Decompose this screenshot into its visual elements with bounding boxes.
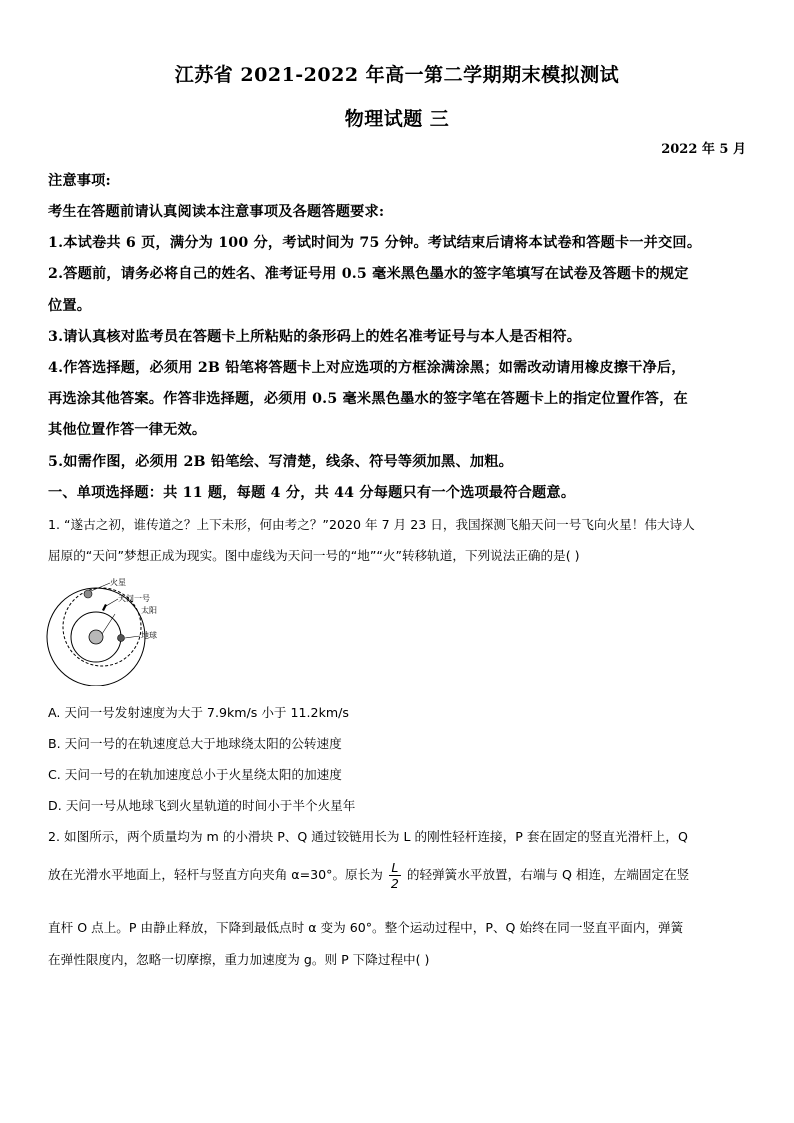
notes-line-1: 1.本试卷共 6 页，满分为 100 分，考试时间为 75 分钟。考试结束后请将本试卷和答题卡一并交回。: [48, 235, 702, 251]
notes-line-3: 位置。: [48, 298, 92, 314]
question-1-option-a: A. 天问一号发射速度为大于 7.9km/s 小于 11.2km/s: [48, 705, 349, 720]
question-2-line-2-end: 的轻弹簧水平放置，右端与 Q 相连，左端固定在竖: [406, 867, 690, 882]
notes-line-4: 3.请认真核对监考员在答题卡上所粘贴的条形码上的姓名准考证号与本人是否相符。: [48, 329, 582, 345]
question-1-option-b: B. 天问一号的在轨速度总大于地球绕太阳的公转速度: [48, 736, 342, 751]
notes-line-2: 2.答题前，请务必将自己的姓名、准考证号用 0.5 毫米黑色墨水的签字笔填写在试卷及答题卡的规定: [48, 266, 689, 282]
sun-icon: [89, 630, 103, 644]
mars-label: 火星: [110, 578, 126, 587]
probe-icon: [102, 604, 107, 611]
notes-line-5: 4.作答选择题，必须用 2B 铅笔将答题卡上对应选项的方框涂满涂黑；如需改动请用橡皮擦干净后，: [48, 360, 686, 376]
earth-label: 地球: [141, 631, 157, 640]
exam-title: 江苏省 2021-2022 年高一第二学期期末模拟测试: [174, 64, 620, 86]
orbit-diagram: [44, 574, 184, 686]
notes-heading: 注意事项:: [48, 173, 111, 189]
question-2-line-1: 2. 如图所示，两个质量均为 m 的小滑块 P、Q 通过铰链用长为 L 的刚性轻杆连接，P 套在固定的竖直光滑杆上，Q: [48, 829, 688, 844]
probe-label: 天问一号: [118, 594, 150, 603]
notes-line-8: 5.如需作图，必须用 2B 铅笔绘、写清楚，线条、符号等须加黑、加粗。: [48, 454, 513, 470]
notes-intro: 考生在答题前请认真阅读本注意事项及各题答题要求:: [48, 204, 385, 220]
notes-line-6: 再选涂其他答案。作答非选择题，必须用 0.5 毫米黑色墨水的签字笔在答题卡上的指定位置作答，在: [48, 391, 688, 407]
notes-line-7: 其他位置作答一律无效。: [48, 422, 207, 438]
earth-icon: [118, 635, 125, 642]
question-1-option-d: D. 天问一号从地球飞到火星轨道的时间小于半个火星年: [48, 798, 356, 813]
half-length-fraction: [389, 860, 401, 891]
exam-date: 2022 年 5 月: [661, 142, 746, 157]
fraction-numerator: L: [389, 860, 401, 876]
question-2-line-3: 直杆 O 点上。P 由静止释放，下降到最低点时 α 变为 60°。整个运动过程中，P、Q 始终在同一竖直平面内，弹簧: [48, 920, 684, 935]
exam-subtitle: 物理试题 三: [344, 108, 450, 130]
question-2-line-2: [48, 858, 753, 892]
sun-label: 太阳: [141, 606, 157, 615]
question-1-line-1: 1. “遂古之初，谁传道之？上下未形，何由考之？”2020 年 7 月 23 日，我国探测飞船天问一号飞向火星！伟大诗人: [48, 517, 695, 532]
fraction-denominator: 2: [390, 876, 399, 891]
section-heading: 一、单项选择题：共 11 题，每题 4 分，共 44 分每题只有一个选项最符合题意。: [48, 485, 576, 501]
earth-pointer: [125, 636, 140, 638]
mars-pointer: [91, 583, 110, 591]
probe-pointer: [106, 599, 118, 606]
question-2-line-2-start: 放在光滑水平地面上，轻杆与竖直方向夹角 α=30°。原长为: [48, 867, 383, 882]
sun-pointer: [102, 614, 115, 634]
mars-icon: [84, 590, 92, 598]
question-1-option-c: C. 天问一号的在轨加速度总小于火星绕太阳的加速度: [48, 767, 342, 782]
question-2-line-4: 在弹性限度内，忽略一切摩擦，重力加速度为 g。则 P 下降过程中( ): [48, 952, 430, 967]
question-1-line-2: 屈原的“天问”梦想正成为现实。图中虚线为天问一号的“地”“火”转移轨道，下列说法正确的是( ): [48, 548, 580, 563]
